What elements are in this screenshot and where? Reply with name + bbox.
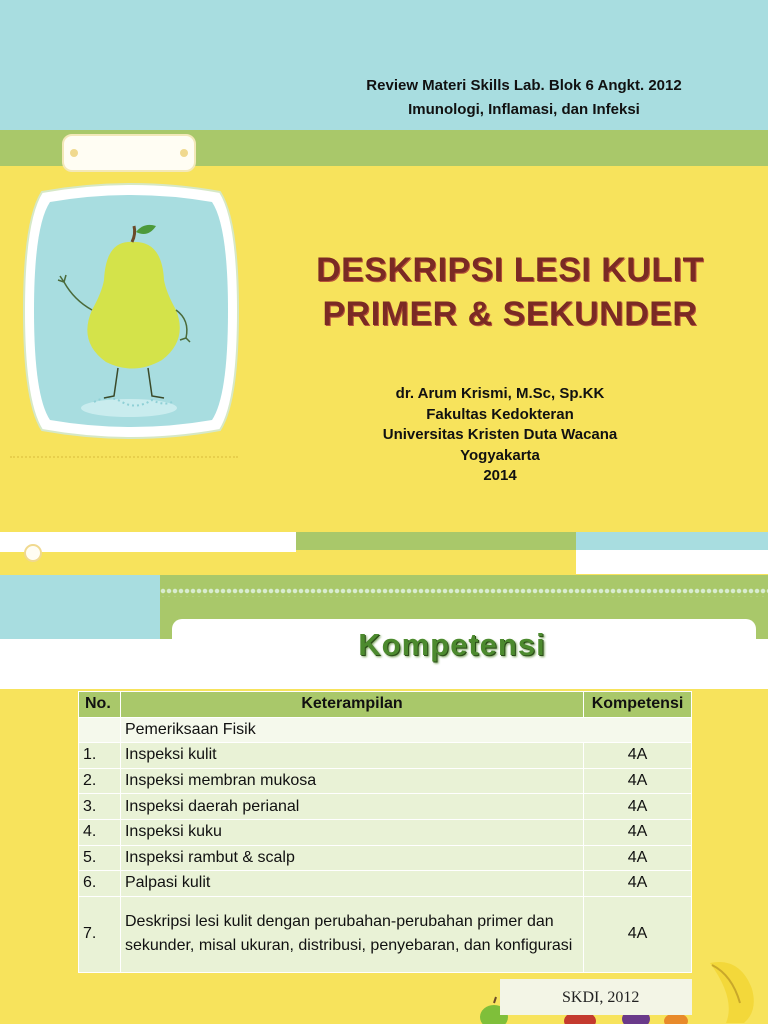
- review-line-1: Review Materi Skills Lab. Blok 6 Angkt. 2012: [366, 77, 682, 94]
- table-row: [79, 743, 692, 769]
- bottom-white-band: [0, 532, 296, 552]
- row-skill: Deskripsi lesi kulit dengan perubahan-perubahan primer dan sekunder, misal ukuran, distribusi, penyebaran, dan konfigurasi: [120, 896, 583, 972]
- row-competency: 4A: [584, 768, 692, 794]
- row-no: 6.: [79, 871, 121, 897]
- slide-title-line-2: PRIMER & SEKUNDER: [322, 295, 698, 333]
- section-label: Pemeriksaan Fisik: [120, 717, 691, 743]
- dotted-divider: [10, 456, 238, 458]
- header-skill: Keterampilan: [120, 692, 583, 718]
- row-competency: 4A: [584, 845, 692, 871]
- competency-title: Kompetensi: [358, 627, 546, 662]
- row-skill: Inspeksi kulit: [120, 743, 583, 769]
- row-competency: 4A: [584, 819, 692, 845]
- competency-table: [78, 691, 692, 973]
- row-no: 1.: [79, 743, 121, 769]
- row-no: 2.: [79, 768, 121, 794]
- bottom-blue-band: [576, 532, 768, 550]
- row-no: 7.: [79, 896, 121, 972]
- row-competency: 4A: [584, 871, 692, 897]
- table-row: [79, 845, 692, 871]
- slide-title-line-1: DESKRIPSI LESI KULIT: [316, 251, 704, 289]
- row-skill: Palpasi kulit: [120, 871, 583, 897]
- header-competency: Kompetensi: [584, 692, 692, 718]
- table-header-row: [79, 692, 692, 718]
- city-name: Yogyakarta: [460, 446, 540, 464]
- review-header: [280, 74, 768, 122]
- author-block: [300, 384, 700, 487]
- header-no: No.: [79, 692, 121, 718]
- row-skill: Inspeksi membran mukosa: [120, 768, 583, 794]
- faculty-name: Fakultas Kedokteran: [426, 405, 574, 423]
- row-skill: Inspeksi rambut & scalp: [120, 845, 583, 871]
- table-row: [79, 819, 692, 845]
- year: 2014: [483, 467, 517, 484]
- author-name: dr. Arum Krismi, M.Sc, Sp.KK: [395, 385, 605, 402]
- circle-ornament: [24, 544, 42, 562]
- table-section-row: [79, 717, 692, 743]
- slide-title: [270, 248, 750, 336]
- bead-ornament-row: [160, 587, 768, 597]
- review-line-2: Imunologi, Inflamasi, dan Infeksi: [408, 101, 640, 118]
- bottom-white-band-right: [576, 550, 768, 574]
- row-competency: 4A: [584, 896, 692, 972]
- table-row: [79, 871, 692, 897]
- pear-character-icon: [12, 180, 250, 442]
- row-competency: 4A: [584, 743, 692, 769]
- row-no: 4.: [79, 819, 121, 845]
- table-row: [79, 768, 692, 794]
- row-no: 3.: [79, 794, 121, 820]
- section-no-cell: [79, 717, 121, 743]
- row-no: 5.: [79, 845, 121, 871]
- table-row: [79, 794, 692, 820]
- source-citation: SKDI, 2012: [500, 979, 692, 1015]
- competency-slide: [0, 575, 768, 1024]
- label-tag-decoration: [62, 134, 196, 172]
- row-skill: Inspeksi daerah perianal: [120, 794, 583, 820]
- row-competency: 4A: [584, 794, 692, 820]
- row-skill: Inspeksi kuku: [120, 819, 583, 845]
- university-name: Universitas Kristen Duta Wacana: [382, 426, 618, 443]
